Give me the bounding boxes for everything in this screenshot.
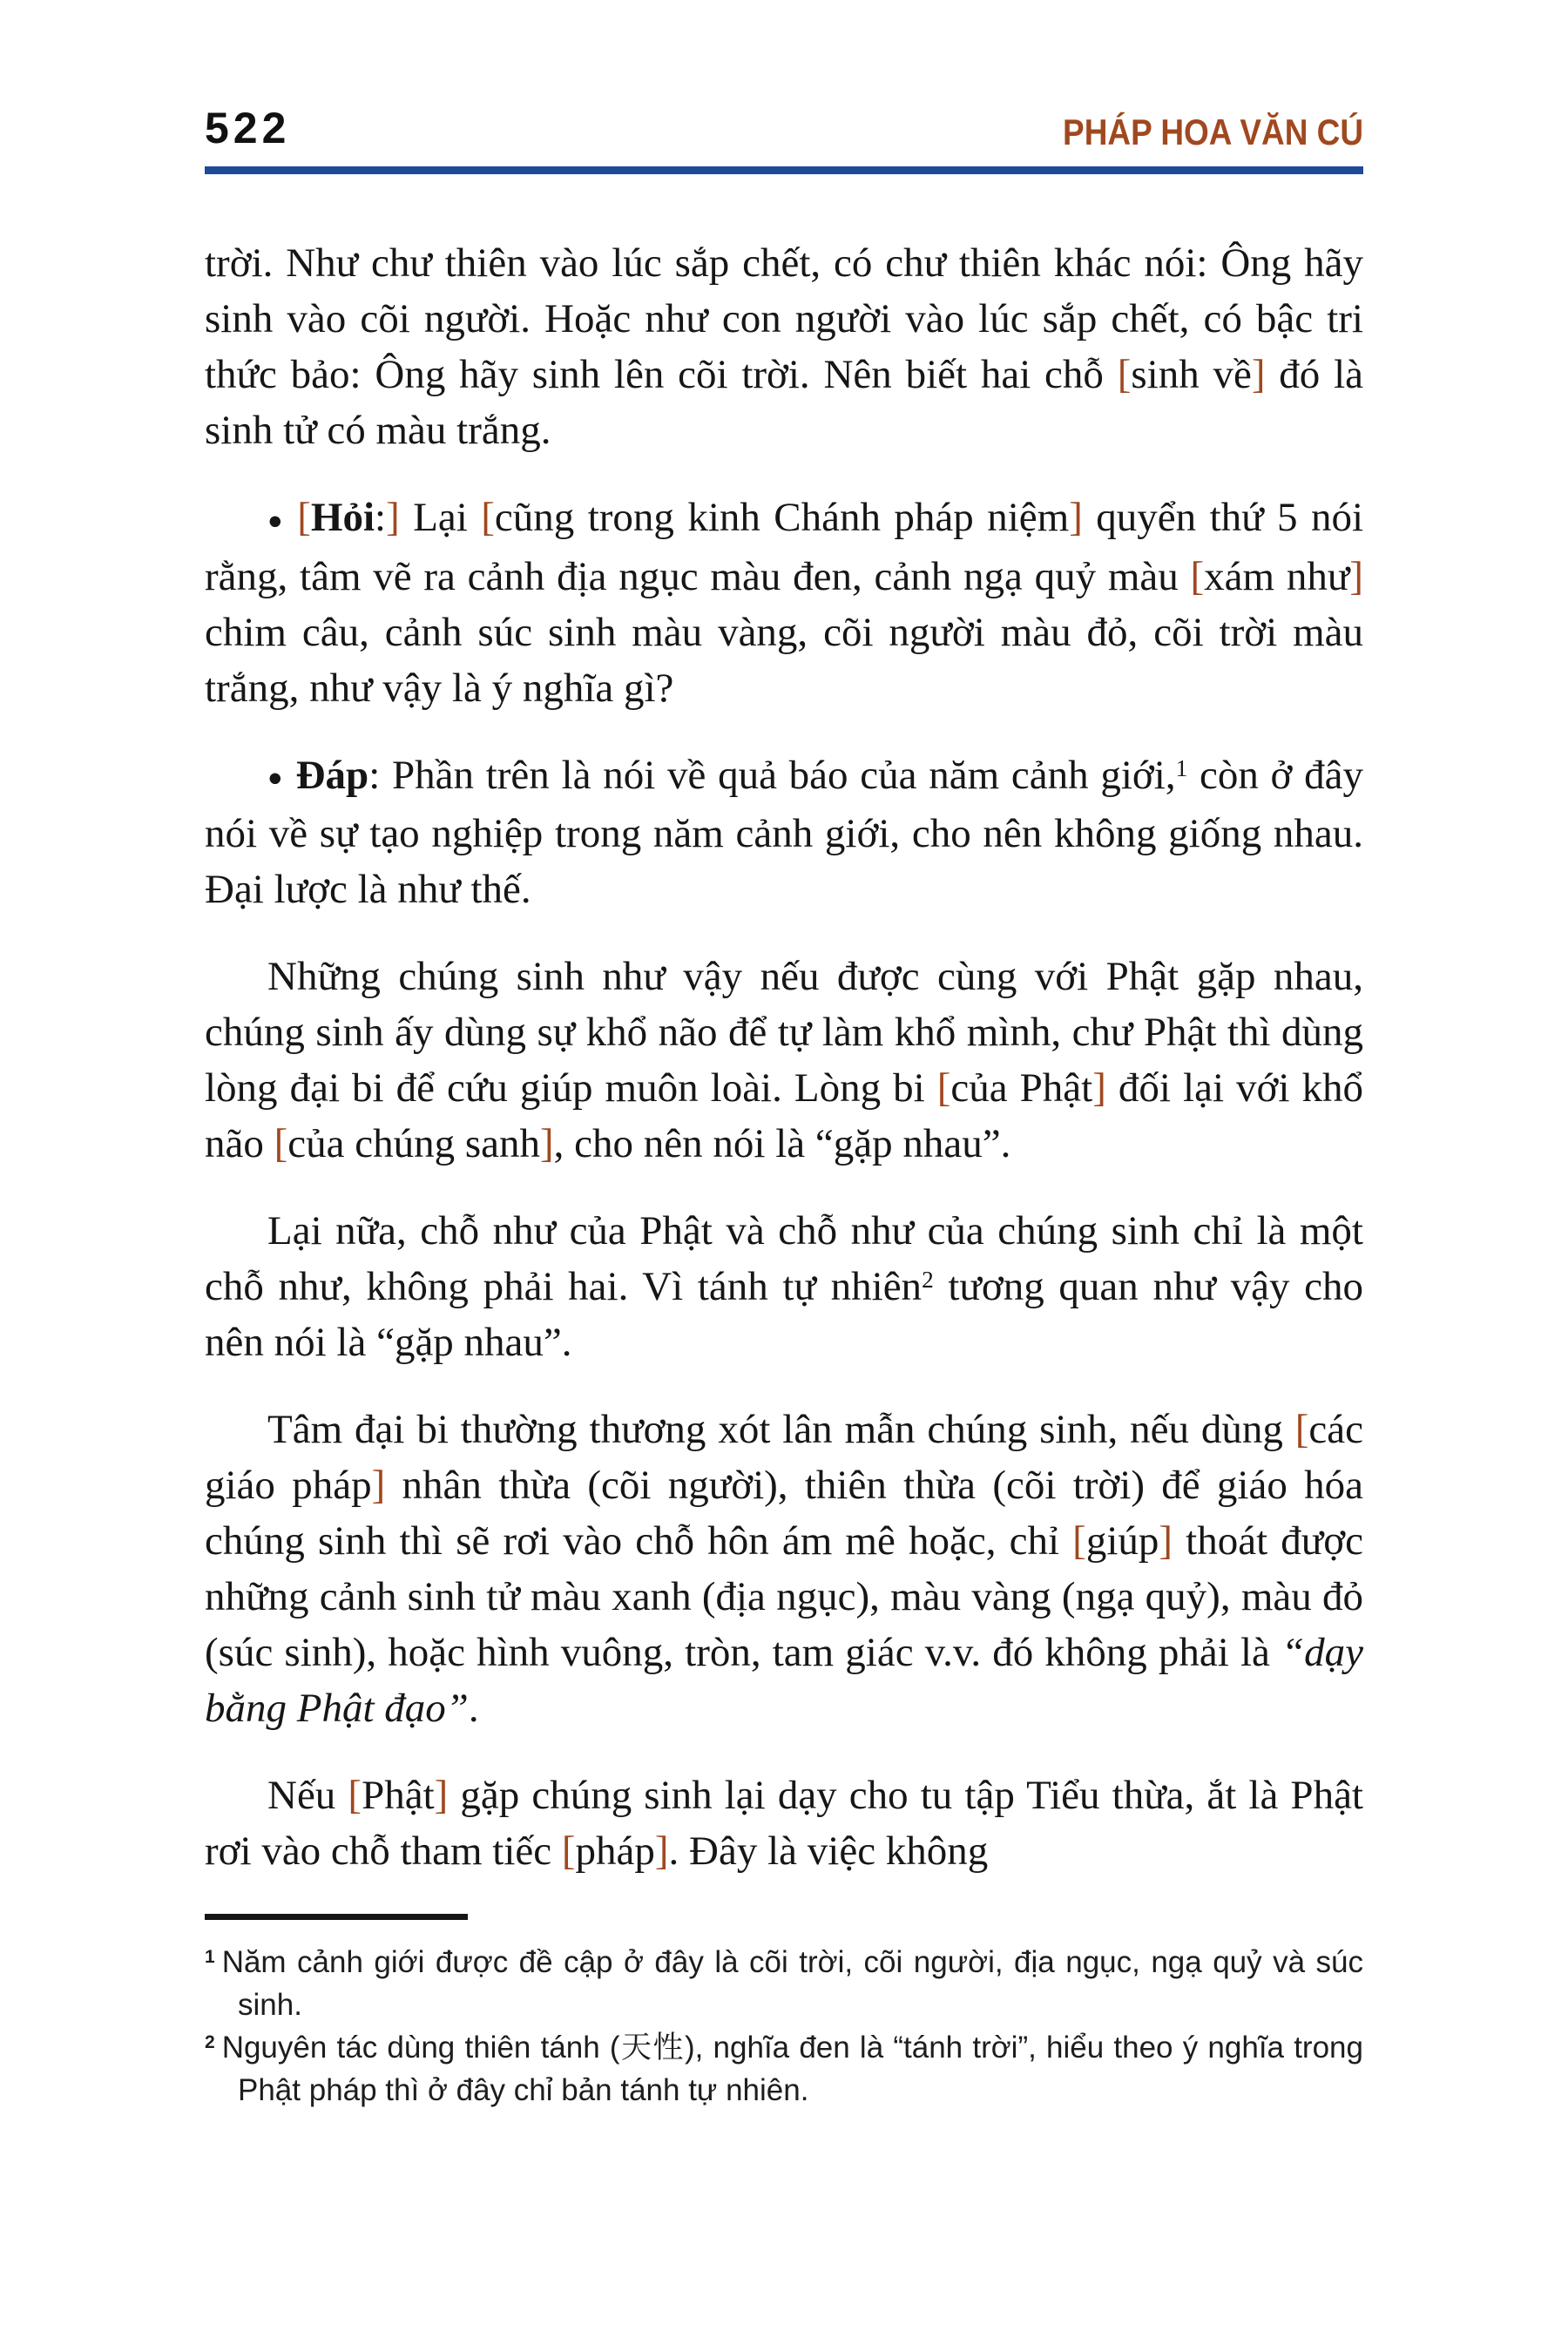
bullet-marker: ● (267, 764, 285, 793)
bracket-mark: [ (297, 495, 311, 540)
text-run: Lại (399, 495, 482, 540)
italic-text: “dạy bằng Phật đạo” (205, 1630, 1363, 1732)
text-run: : Phần trên là nói về quả báo của năm cảnh giới, (368, 752, 1176, 798)
text-run: cũng trong kinh Chánh pháp niệm (494, 495, 1070, 540)
text-run: : (375, 495, 387, 540)
text-run: sinh về (1131, 352, 1252, 397)
footnotes (205, 1941, 1363, 2112)
paragraph (205, 1203, 1363, 1370)
footnote-text: Năm cảnh giới được đề cập ở đây là cõi trời, cõi người, địa ngục, ngạ quỷ và súc sinh. (221, 1945, 1363, 2023)
bracket-mark: [ (481, 495, 495, 540)
bracket-mark: ] (654, 1828, 669, 1875)
text-run: pháp (575, 1828, 655, 1875)
page-number: 522 (205, 104, 291, 152)
bracket-mark: ] (434, 1773, 449, 1819)
page-header (205, 0, 1363, 153)
text-run: quyển thứ 5 nói rằng, tâm vẽ ra cảnh địa ngục màu đen, cảnh ngạ quỷ màu (205, 495, 1363, 599)
bracket-mark: ] (540, 1121, 554, 1167)
bullet-marker: ● (267, 506, 287, 535)
bracket-mark: ] (1092, 1065, 1106, 1112)
bracket-mark: ] (1159, 1518, 1173, 1565)
bracket-mark: [ (348, 1773, 362, 1819)
footnote-text: Nguyên tác dùng thiên tánh (天性), nghĩa đen là “tánh trời”, hiểu theo ý nghĩa trong Phật pháp thì ở đây chỉ bản tánh tự nhiên. (221, 2031, 1363, 2108)
bracket-mark: ] (1349, 553, 1363, 599)
footnote-marker: 1 (205, 1946, 215, 1967)
text-run: tương quan như vậy cho nên nói là “gặp nhau”. (205, 1264, 1363, 1366)
bracket-mark: [ (1294, 1407, 1309, 1453)
text-run: Những chúng sinh như vậy nếu được cùng với Phật gặp nhau, chúng sinh ấy dùng sự khổ não để tự làm khổ mình, chư Phật thì dùng lòng đại bi để cứu giúp muôn loài. Lòng bi (205, 954, 1363, 1112)
paragraph (205, 235, 1363, 458)
text-run: đó là sinh tử có màu trắng. (205, 352, 1363, 453)
bold-text: Hỏi (310, 495, 375, 540)
text-run: của Phật (950, 1065, 1093, 1112)
paragraph (205, 949, 1363, 1172)
bracket-mark: ] (1251, 352, 1266, 397)
bracket-mark: ] (371, 1463, 386, 1509)
bracket-mark: [ (274, 1121, 288, 1167)
paragraph (205, 1767, 1363, 1879)
paragraph (205, 1402, 1363, 1736)
footnote-ref: 2 (922, 1267, 934, 1294)
text-run: . (468, 1686, 479, 1732)
running-title: PHÁP HOA VĂN CÚ (1062, 112, 1363, 152)
bracket-mark: [ (1117, 352, 1132, 397)
paragraph (205, 490, 1363, 716)
text-run: Tâm đại bi thường thương xót lân mẫn chúng sinh, nếu dùng (267, 1407, 1295, 1453)
text-run: các giáo pháp (205, 1407, 1363, 1509)
header-rule (205, 166, 1363, 174)
text-run: Nếu (267, 1773, 348, 1819)
bracket-mark: [ (561, 1828, 576, 1875)
text-run: Lại nữa, chỗ như của Phật và chỗ như của chúng sinh chỉ là một chỗ như, không phải hai. Vì tánh tự nhiên (205, 1208, 1363, 1310)
text-run: đối lại với khổ não (205, 1065, 1364, 1167)
body-text (205, 235, 1363, 1879)
text-run: Phật (362, 1773, 435, 1819)
text-run: . Đây là việc không (668, 1828, 989, 1875)
footnote-marker: 2 (205, 2031, 215, 2052)
footnote-separator (205, 1914, 468, 1920)
bold-text: Đáp (295, 752, 369, 798)
text-run: gặp chúng sinh lại dạy cho tu tập Tiểu thừa, ắt là Phật rơi vào chỗ tham tiếc (205, 1773, 1363, 1875)
text-run: giúp (1085, 1518, 1159, 1565)
bracket-mark: [ (1190, 553, 1205, 599)
text-run: còn ở đây nói về sự tạo nghiệp trong năm cảnh giới, cho nên không giống nhau. Đại lược là như thế. (205, 752, 1364, 913)
text-run: trời. Như chư thiên vào lúc sắp chết, có chư thiên khác nói: Ông hãy sinh vào cõi người. Hoặc như con người vào lúc sắp chết, có bậc tri thức bảo: Ông hãy sinh lên cõi trời. Nên biết hai chỗ (205, 240, 1363, 397)
footnote-ref: 1 (1175, 754, 1188, 781)
footnote (205, 1941, 1363, 2026)
bracket-mark: [ (1072, 1518, 1086, 1565)
text-run: xám như (1204, 553, 1350, 599)
bracket-mark: ] (386, 495, 400, 540)
footnote (205, 2026, 1363, 2112)
text-run: , cho nên nói là “gặp nhau”. (553, 1121, 1011, 1167)
bracket-mark: [ (936, 1065, 951, 1112)
text-run: chim câu, cảnh súc sinh màu vàng, cõi người màu đỏ, cõi trời màu trắng, như vậy là ý nghĩa gì? (205, 609, 1363, 711)
paragraph (205, 747, 1363, 918)
text-run: nhân thừa (cõi người), thiên thừa (cõi trời) để giáo hóa chúng sinh thì sẽ rơi vào chỗ hôn ám mê hoặc, chỉ (205, 1463, 1364, 1565)
text-run: thoát được những cảnh sinh tử màu xanh (địa ngục), màu vàng (ngạ quỷ), màu đỏ (súc sinh), hoặc hình vuông, tròn, tam giác v.v. đó không phải là (205, 1518, 1363, 1676)
text-run: của chúng sanh (287, 1121, 541, 1167)
bracket-mark: ] (1069, 495, 1083, 540)
